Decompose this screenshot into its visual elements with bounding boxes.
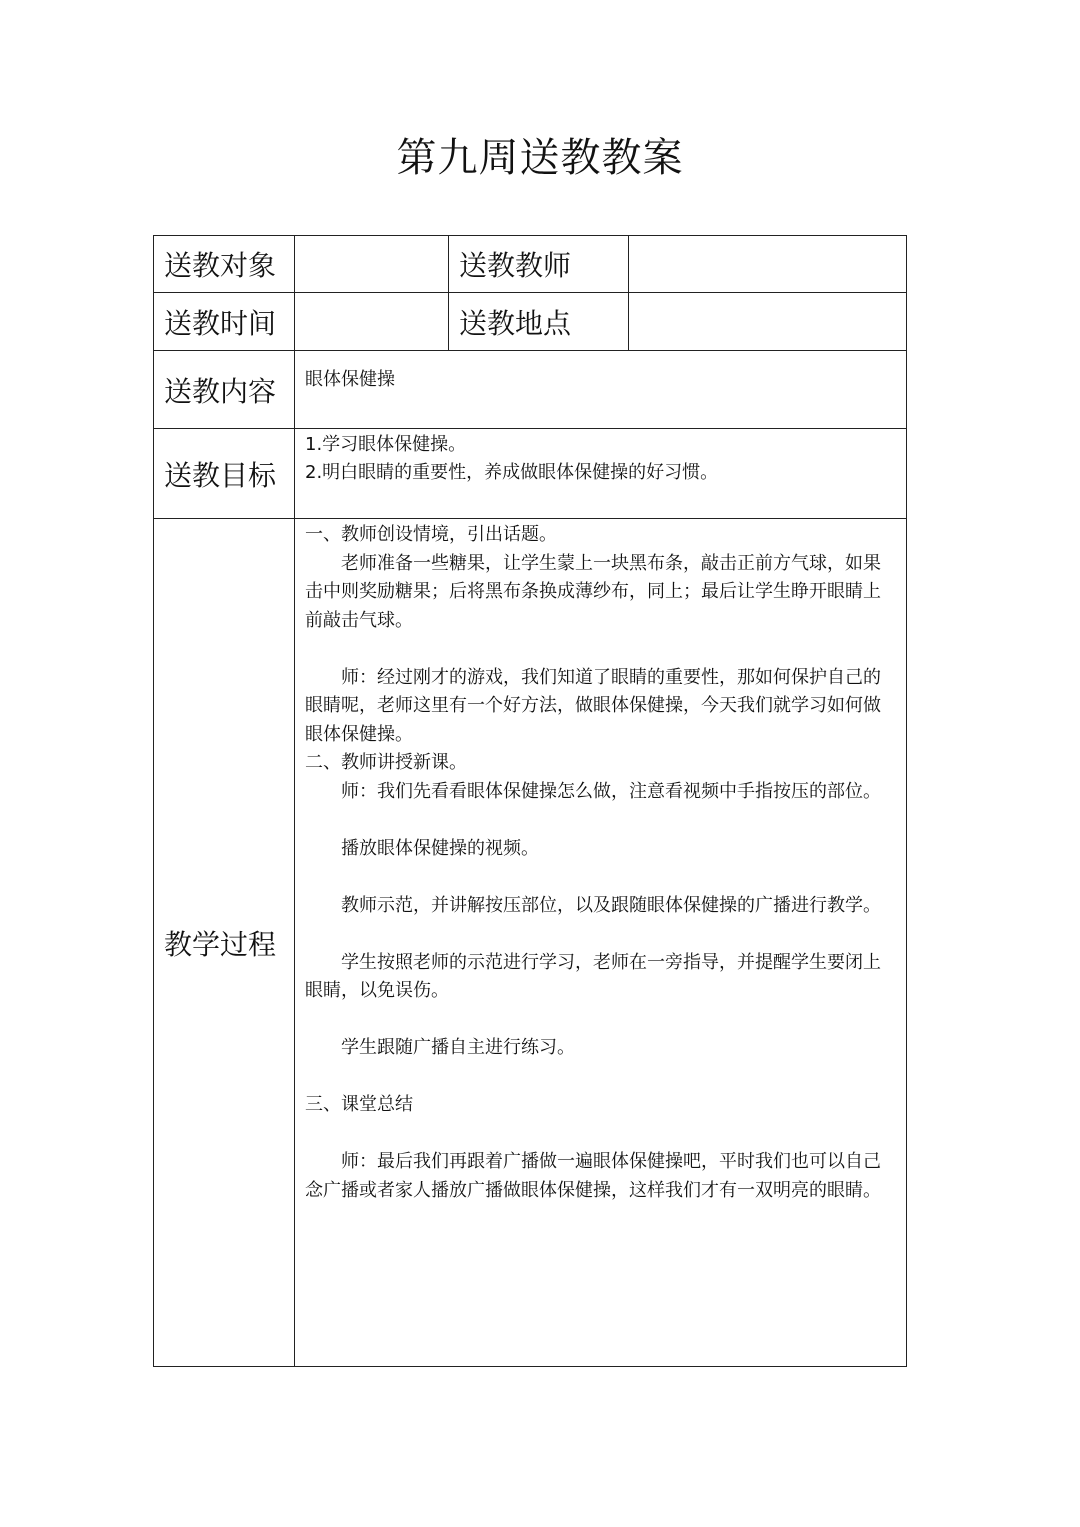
content-label: 送教内容 xyxy=(154,351,295,429)
process-cell xyxy=(295,519,907,1367)
paragraph: 师：经过刚才的游戏，我们知道了眼睛的重要性，那如何保护自己的眼睛呢，老师这里有一个好方法，做眼体保健操，今天我们就学习如何做眼体保健操。 xyxy=(305,666,881,745)
paragraph: 教师示范，并讲解按压部位，以及跟随眼体保健操的广播进行教学。 xyxy=(341,894,881,916)
time-value xyxy=(295,293,449,351)
place-value xyxy=(629,293,907,351)
row-process xyxy=(154,519,907,1367)
lesson-plan-table xyxy=(153,235,907,1367)
teacher-label: 送教教师 xyxy=(449,236,629,293)
goals-cell xyxy=(295,429,907,519)
paragraph: 师：最后我们再跟着广播做一遍眼体保健操吧，平时我们也可以自己念广播或者家人播放广播做眼体保健操，这样我们才有一双明亮的眼睛。 xyxy=(305,1151,881,1201)
goal-item: 1.学习眼体保健操。 xyxy=(305,434,467,455)
section-heading: 二、教师讲授新课。 xyxy=(305,752,467,773)
process-label: 教学过程 xyxy=(154,519,295,1367)
page-title: 第九周送教教案 xyxy=(396,135,684,181)
paragraph: 学生跟随广播自主进行练习。 xyxy=(341,1037,575,1058)
time-label: 送教时间 xyxy=(154,293,295,351)
row-target-teacher xyxy=(154,236,907,293)
row-goals xyxy=(154,429,907,519)
content-value: 眼体保健操 xyxy=(295,351,907,429)
paragraph: 播放眼体保健操的视频。 xyxy=(341,837,539,859)
teacher-value xyxy=(629,236,907,293)
paragraph: 师：我们先看看眼体保健操怎么做，注意看视频中手指按压的部位。 xyxy=(341,780,881,802)
section-heading: 一、教师创设情境，引出话题。 xyxy=(305,524,557,545)
target-label: 送教对象 xyxy=(154,236,295,293)
goals-label: 送教目标 xyxy=(154,429,295,519)
row-time-place xyxy=(154,293,907,351)
section-heading: 三、课堂总结 xyxy=(305,1094,413,1115)
place-label: 送教地点 xyxy=(449,293,629,351)
goal-item: 2.明白眼睛的重要性，养成做眼体保健操的好习惯。 xyxy=(305,462,719,483)
paragraph: 老师准备一些糖果，让学生蒙上一块黑布条，敲击正前方气球，如果击中则奖励糖果；后将黑布条换成薄纱布，同上；最后让学生睁开眼睛上前敲击气球。 xyxy=(305,552,881,631)
row-content xyxy=(154,351,907,429)
target-value xyxy=(295,236,449,293)
paragraph: 学生按照老师的示范进行学习，老师在一旁指导，并提醒学生要闭上眼睛，以免误伤。 xyxy=(305,951,881,1001)
